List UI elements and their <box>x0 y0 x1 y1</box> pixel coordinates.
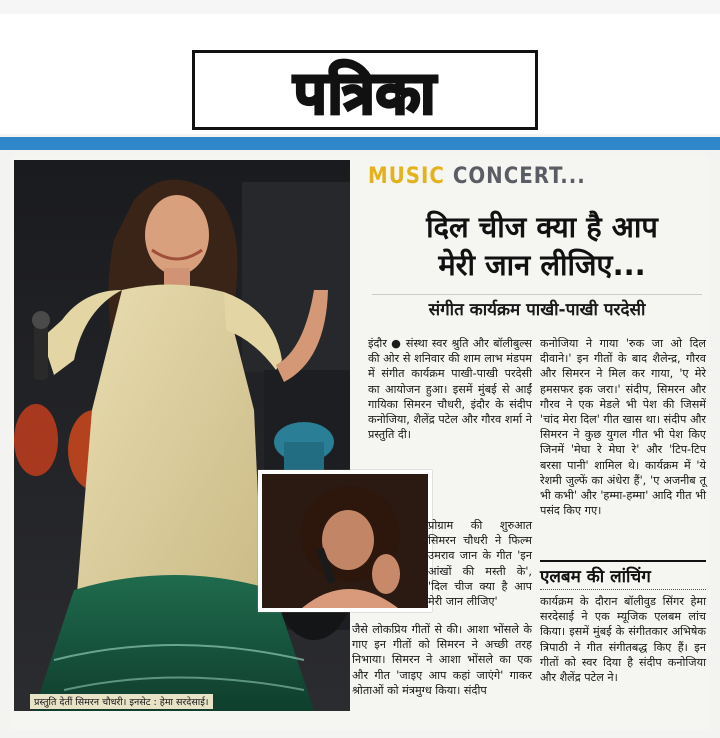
kicker-music: MUSIC <box>368 164 445 189</box>
headline-line-1: दिल चीज क्या है आप <box>426 210 658 244</box>
subheadline: संगीत कार्यक्रम पाखी-पाखी परदेसी <box>372 294 702 320</box>
body-column-1-bottom: जैसे लोकप्रिय गीतों से की। आशा भोंसले के गाए इन गीतों को सिमरन ने अच्छी तरह निभाया। सिमरन ने आशा भोंसले का एक और गीत 'जाइए आप कहां जाएंगे' गाकर श्रोताओं को मंत्रमुग्ध किया। संदीप <box>352 623 532 697</box>
photo-caption: प्रस्तुति देतीं सिमरन चौधरी। इनसेट : हेमा सरदेसाई। <box>30 694 213 709</box>
kicker <box>368 164 586 189</box>
main-photo <box>14 160 350 711</box>
inset-singer-illustration <box>262 474 428 608</box>
body-column-1-mid: प्रोग्राम की शुरुआत सिमरन चौधरी ने फिल्म उमराव जान के गीत 'इन आंखों की मस्ती के', 'दिल चीज क्या है आप मेरी जान लीजिए' <box>428 519 532 609</box>
body-column-2-top: कनोजिया ने गाया 'रुक जा ओ दिल दीवाने।' इन गीतों के बाद शैलेन्द्र, गौरव और सिमरन ने मिल कर गाया, 'ए मेरे हमसफर इक जरा।' संदीप, सिमरन और गौरव ने एक मेडले भी पेश की जिसमें 'चांद मेरा दिल' गीत खास था। संदीप और सिमरन ने कुछ युगल गीत भी पेश किए जिनमें 'मेघा रे मेघा रे' और 'टिप-टिप बरसा पानी' शामिल थे। कार्यक्रम में 'ये रेशमी जुल्फें का अंधेरा हैं', 'ए अजनीब तू भी कभी' और 'हम्मा-हम्मा' आदि गीत भी पसंद किए गए। <box>540 337 706 518</box>
header-rule <box>0 137 720 150</box>
headline <box>372 208 712 284</box>
body-column-1-top: इंदौर ● संस्था स्वर श्रुति और बॉलीबुल्स की ओर से शनिवार की शाम लाभ मंडपम में संगीत कार्यक्रम पाखी-पाखी परदेसी का आयोजन हुआ। इसमें मुंबई से आईं गायिका सिमरन चौधरी, इंदौर के संदीप कनोजिया, शैलेंद्र पटेल और गौरव शर्मा ने प्रस्तुति दी। <box>368 337 532 442</box>
masthead <box>0 14 720 134</box>
kicker-concert: CONCERT... <box>452 164 586 189</box>
inset-photo <box>258 470 432 612</box>
body-column-2-bottom: कार्यक्रम के दौरान बॉलीवुड सिंगर हेमा सरदेसाई ने एक म्यूजिक एलबम लांच किया। इसमें मुंबई के संगीतकार अभिषेक त्रिपाठी ने गीत संगीतबद्ध किए हैं। इन गीतों को स्वर दिया है संदीप कनोजिया और शैलेंद्र पटेल ने। <box>540 595 706 685</box>
newspaper-title: पत्रिका <box>192 50 538 130</box>
top-strip <box>0 0 720 14</box>
album-launch-heading: एलबम की लांचिंग <box>540 560 706 590</box>
headline-line-2: मेरी जान लीजिए... <box>438 248 646 282</box>
singer-photo-illustration <box>14 160 350 711</box>
